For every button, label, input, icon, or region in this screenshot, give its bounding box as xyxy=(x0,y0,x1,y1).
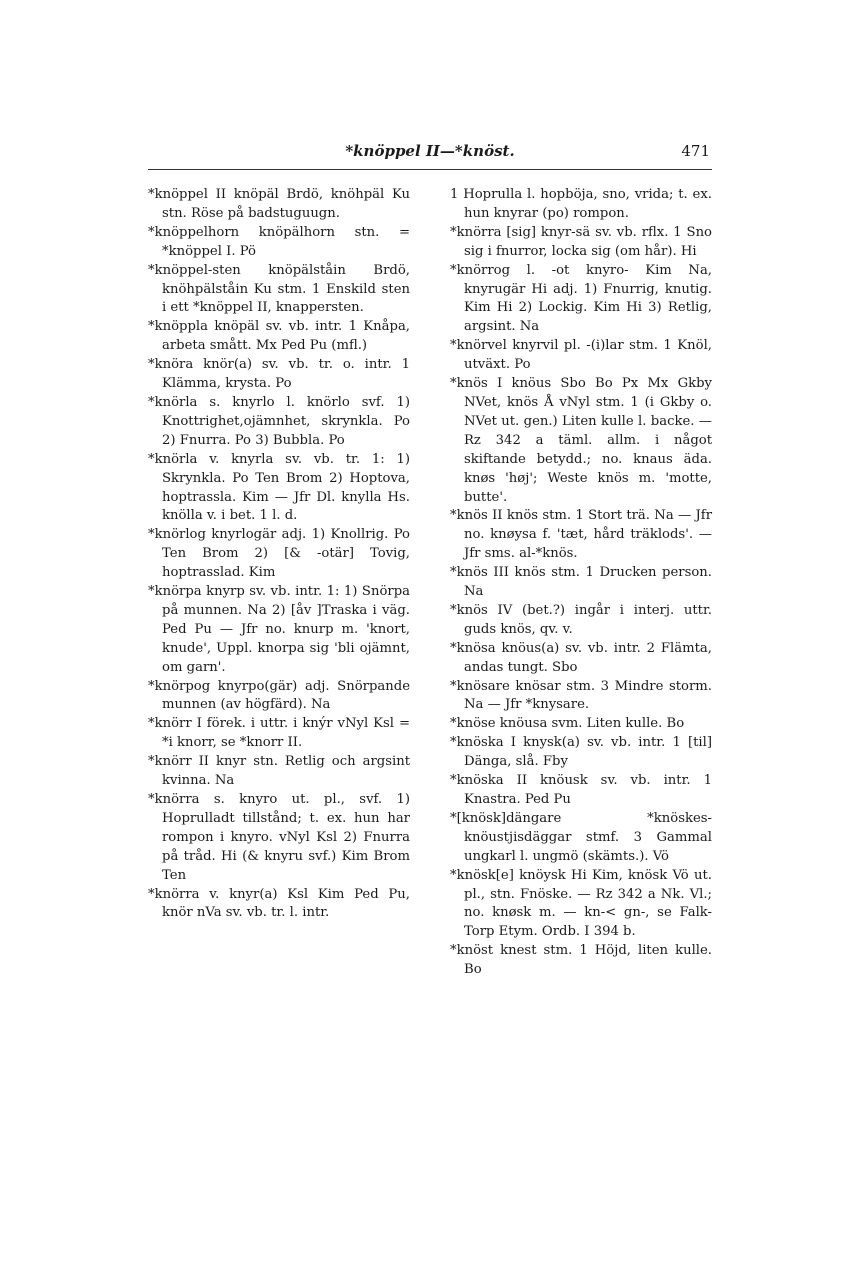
left-column xyxy=(148,186,410,923)
dictionary-entry: *knösk[e] knöysk Hi Kim, knösk Vö ut. pl., stn. Fnöske. — Rz 342 a Nk. Vl.; no. knøsk m. — kn-< gn-, se Falk-Torp Etym. Ordb. I 394 b. xyxy=(450,867,712,940)
dictionary-entry: *knörla s. knyrlo l. knörlo svf. 1) Knottrighet,ojämnhet, skrynkla. Po 2) Fnurra. Po 3) Bubbla. Po xyxy=(148,394,410,448)
page-number: 471 xyxy=(681,142,710,160)
dictionary-entry: *knörr I förek. i uttr. i knýr vNyl Ksl = *i knorr, se *knorr II. xyxy=(148,716,410,751)
dictionary-entry: *knös III knös stm. 1 Drucken person. Na xyxy=(450,565,712,600)
dictionary-entry: *knöppla knöpäl sv. vb. intr. 1 Knåpa, arbeta smått. Mx Ped Pu (mfl.) xyxy=(148,319,410,354)
header-rule xyxy=(148,169,712,170)
dictionary-entry: *knöse knöusa svm. Liten kulle. Bo xyxy=(450,716,685,732)
dictionary-entry: *knörra v. knyr(a) Ksl Kim Ped Pu, knör nVa sv. vb. tr. l. intr. xyxy=(148,886,410,921)
dictionary-entry: *knöppel II knöpäl Brdö, knöhpäl Ku stn. Röse på badstuguugn. xyxy=(148,187,410,221)
dictionary-entry: *knöst knest stm. 1 Höjd, liten kulle. Bo xyxy=(450,943,712,978)
dictionary-entry: *knösare knösar stm. 3 Mindre storm. Na — Jfr *knysare. xyxy=(450,678,712,713)
dictionary-entry: *knörra s. knyro ut. pl., svf. 1) Hoprulladt tillstånd; t. ex. hun har rompon i knyro. vNyl Ksl 2) Fnurra på tråd. Hi (& knyru svf.) Kim Brom Ten xyxy=(148,792,410,883)
dictionary-entry: *knörrog l. -ot knyro- Kim Na, knyrugär Hi adj. 1) Fnurrig, knutig. Kim Hi 2) Lockig. Kim Hi 3) Retlig, argsint. Na xyxy=(450,262,712,335)
dictionary-entry: *knörr II knyr stn. Retlig och argsint kvinna. Na xyxy=(148,754,410,789)
dictionary-entry: *knörra [sig] knyr-sä sv. vb. rflx. 1 Sno sig i fnurror, locka sig (om hår). Hi xyxy=(450,224,712,259)
dictionary-entry: *knöppel-sten knöpälståin Brdö, knöhpälståin Ku stm. 1 Enskild sten i ett *knöppel II, knappersten. xyxy=(148,262,410,316)
dictionary-entry: *knöska I knysk(a) sv. vb. intr. 1 [til] Dänga, slå. Fby xyxy=(450,735,712,770)
dictionary-entry: *knörlog knyrlogär adj. 1) Knollrig. Po Ten Brom 2) [& -otär] Tovig, hoptrasslad. Kim xyxy=(148,527,410,581)
dictionary-entry: *knöska II knöusk sv. vb. intr. 1 Knastra. Ped Pu xyxy=(450,773,712,807)
dictionary-entry: *[knösk]dängare *knöskes- knöustjisdäggar stmf. 3 Gammal ungkarl l. ungmö (skämts.). Vö xyxy=(450,810,712,864)
dictionary-entry: *knörpa knyrp sv. vb. intr. 1: 1) Snörpa på munnen. Na 2) [åv ]Traska i väg. Ped Pu — Jfr no. knurp m. 'knort, knude', Uppl. knorpa sig 'bli ojämnt, om garn'. xyxy=(148,584,410,675)
dictionary-entry: *knöra knör(a) sv. vb. tr. o. intr. 1 Klämma, krysta. Po xyxy=(148,357,410,392)
dictionary-entry: *knös II knös stm. 1 Stort trä. Na — Jfr no. knøysa f. 'tæt, hård träklods'. — Jfr sms. al-*knös. xyxy=(450,508,712,562)
dictionary-entry: *knösa knöus(a) sv. vb. intr. 2 Flämta, andas tungt. Sbo xyxy=(450,640,712,675)
dictionary-entry: *knöppelhorn knöpälhorn stn. = *knöppel I. Pö xyxy=(148,224,410,259)
dictionary-entry: *knös IV (bet.?) ingår i interj. uttr. guds knös, qv. v. xyxy=(450,602,712,637)
dictionary-entry: *knörvel knyrvil pl. -(i)lar stm. 1 Knöl, utväxt. Po xyxy=(450,338,712,373)
dictionary-entry: *knös I knöus Sbo Bo Px Mx Gkby NVet, knös Å vNyl stm. 1 (i Gkby o. NVet ut. gen.) Liten kulle l. backe. — Rz 342 a täml. allm. i något skiftande betydd.; no. knaus äda. knøs 'høj'; Weste knös m. 'motte, butte'. xyxy=(450,376,712,505)
running-header xyxy=(148,140,712,168)
dictionary-entry: *knörla v. knyrla sv. vb. tr. 1: 1) Skrynkla. Po Ten Brom 2) Hoptova, hoptrassla. Kim — Jfr Dl. knylla Hs. knölla v. i bet. 1 l. d. xyxy=(148,451,410,524)
right-column xyxy=(450,186,712,980)
dictionary-entry-continued: 1 Hoprulla l. hopböja, sno, vrida; t. ex. hun knyrar (po) rompon. xyxy=(450,187,712,221)
dictionary-entry: *knörpog knyrpo(gär) adj. Snörpande munnen (av högfärd). Na xyxy=(148,678,410,713)
running-title: *knöppel II—*knöst. xyxy=(345,142,515,160)
